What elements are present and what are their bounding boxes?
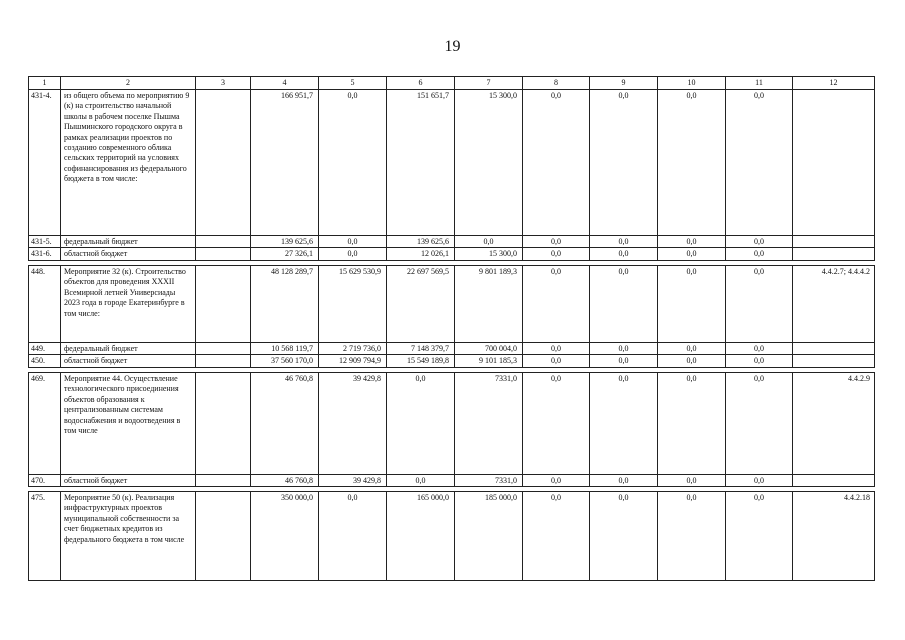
header-cell: 6	[387, 77, 455, 90]
row-name: федеральный бюджет	[61, 343, 196, 355]
cell-c4: 27 326,1	[251, 248, 319, 260]
header-cell: 7	[455, 77, 523, 90]
cell-c7: 15 300,0	[455, 248, 523, 260]
row-code: 431-5.	[29, 236, 61, 248]
cell-c5: 2 719 736,0	[319, 343, 387, 355]
header-cell: 12	[793, 77, 875, 90]
cell-c7: 9 801 189,3	[455, 266, 523, 343]
cell-c5: 12 909 794,9	[319, 355, 387, 367]
cell-c12	[793, 343, 875, 355]
cell-c9: 0,0	[590, 475, 658, 487]
cell-c5: 0,0	[319, 236, 387, 248]
cell-c4: 139 625,6	[251, 236, 319, 248]
table-header	[28, 76, 875, 90]
table-row	[29, 475, 875, 487]
table-row	[29, 492, 875, 581]
table-row	[29, 343, 875, 355]
header-cell: 8	[523, 77, 590, 90]
cell-c11: 0,0	[726, 266, 793, 343]
header-cell: 5	[319, 77, 387, 90]
cell-c5: 15 629 530,9	[319, 266, 387, 343]
cell-c10: 0,0	[658, 236, 726, 248]
cell-c9: 0,0	[590, 266, 658, 343]
cell-c4: 37 560 170,0	[251, 355, 319, 367]
cell-c9: 0,0	[590, 236, 658, 248]
cell-c7: 7331,0	[455, 373, 523, 475]
header-cell: 10	[658, 77, 726, 90]
cell-c12	[793, 248, 875, 260]
cell-c9: 0,0	[590, 373, 658, 475]
table-row	[29, 355, 875, 367]
cell-c8: 0,0	[523, 90, 590, 236]
row-name: Мероприятие 50 (к). Реализация инфраструктурных проектов муниципальной собственности за счет бюджетных кредитов из федерального бюджета в том числе	[61, 492, 196, 581]
row-name: областной бюджет	[61, 355, 196, 367]
cell-c3	[196, 266, 251, 343]
cell-c6: 0,0	[387, 373, 455, 475]
cell-c6: 22 697 569,5	[387, 266, 455, 343]
cell-c9: 0,0	[590, 248, 658, 260]
cell-c11: 0,0	[726, 236, 793, 248]
row-code: 449.	[29, 343, 61, 355]
row-code: 470.	[29, 475, 61, 487]
cell-c7: 15 300,0	[455, 90, 523, 236]
cell-c4: 46 760,8	[251, 475, 319, 487]
cell-c11: 0,0	[726, 343, 793, 355]
cell-c9: 0,0	[590, 90, 658, 236]
cell-c8: 0,0	[523, 355, 590, 367]
cell-c10: 0,0	[658, 373, 726, 475]
cell-c10: 0,0	[658, 248, 726, 260]
cell-c12: 4.4.2.18	[793, 492, 875, 581]
table-row	[29, 90, 875, 236]
row-name: Мероприятие 32 (к). Строительство объектов для проведения XXXII Всемирной летней Универсиады 2023 года в городе Екатеринбурге в том числе:	[61, 266, 196, 343]
cell-c7: 9 101 185,3	[455, 355, 523, 367]
cell-c12	[793, 236, 875, 248]
row-name: из общего объема по мероприятию 9 (к) на строительство начальной школы в рабочем поселке Пышма Пышминского городского округа в рамках реализации проектов по созданию современного облика сельских территорий на условиях софинансирования из федерального бюджета в том числе:	[61, 90, 196, 236]
cell-c8: 0,0	[523, 492, 590, 581]
cell-c10: 0,0	[658, 343, 726, 355]
page-number: 19	[444, 38, 461, 55]
cell-c12	[793, 475, 875, 487]
row-code: 448.	[29, 266, 61, 343]
cell-c3	[196, 248, 251, 260]
table-row	[29, 248, 875, 260]
cell-c4: 350 000,0	[251, 492, 319, 581]
cell-c9: 0,0	[590, 343, 658, 355]
cell-c7: 185 000,0	[455, 492, 523, 581]
cell-c10: 0,0	[658, 266, 726, 343]
cell-c8: 0,0	[523, 475, 590, 487]
cell-c4: 166 951,7	[251, 90, 319, 236]
cell-c12	[793, 90, 875, 236]
cell-c11: 0,0	[726, 475, 793, 487]
row-code: 431-4.	[29, 90, 61, 236]
cell-c4: 48 128 289,7	[251, 266, 319, 343]
cell-c6: 15 549 189,8	[387, 355, 455, 367]
cell-c5: 0,0	[319, 90, 387, 236]
header-cell: 1	[29, 77, 61, 90]
cell-c5: 0,0	[319, 248, 387, 260]
cell-c8: 0,0	[523, 236, 590, 248]
cell-c5: 39 429,8	[319, 475, 387, 487]
cell-c8: 0,0	[523, 373, 590, 475]
cell-c3	[196, 373, 251, 475]
row-name: федеральный бюджет	[61, 236, 196, 248]
cell-c6: 151 651,7	[387, 90, 455, 236]
cell-c3	[196, 90, 251, 236]
header-cell: 11	[726, 77, 793, 90]
table-block-1	[28, 89, 875, 261]
cell-c7: 7331,0	[455, 475, 523, 487]
row-name: Мероприятие 44. Осуществление технологического присоединения объектов образования к централизованным системам водоснабжения и водоотведения в том числе	[61, 373, 196, 475]
table-block-3	[28, 372, 875, 487]
header-row	[29, 77, 875, 90]
cell-c9: 0,0	[590, 355, 658, 367]
cell-c7: 700 004,0	[455, 343, 523, 355]
cell-c11: 0,0	[726, 90, 793, 236]
cell-c12	[793, 355, 875, 367]
row-code: 450.	[29, 355, 61, 367]
cell-c6: 165 000,0	[387, 492, 455, 581]
cell-c3	[196, 355, 251, 367]
cell-c10: 0,0	[658, 355, 726, 367]
row-code: 431-6.	[29, 248, 61, 260]
cell-c6: 7 148 379,7	[387, 343, 455, 355]
cell-c6: 139 625,6	[387, 236, 455, 248]
header-cell: 4	[251, 77, 319, 90]
cell-c5: 39 429,8	[319, 373, 387, 475]
row-name: областной бюджет	[61, 475, 196, 487]
cell-c12: 4.4.2.9	[793, 373, 875, 475]
cell-c10: 0,0	[658, 475, 726, 487]
cell-c11: 0,0	[726, 373, 793, 475]
cell-c5: 0,0	[319, 492, 387, 581]
cell-c3	[196, 475, 251, 487]
cell-c6: 12 026,1	[387, 248, 455, 260]
row-code: 475.	[29, 492, 61, 581]
cell-c8: 0,0	[523, 266, 590, 343]
cell-c11: 0,0	[726, 355, 793, 367]
cell-c10: 0,0	[658, 492, 726, 581]
row-code: 469.	[29, 373, 61, 475]
cell-c7: 0,0	[455, 236, 523, 248]
row-name: областной бюджет	[61, 248, 196, 260]
cell-c11: 0,0	[726, 248, 793, 260]
cell-c11: 0,0	[726, 492, 793, 581]
table-row	[29, 266, 875, 343]
cell-c3	[196, 343, 251, 355]
table-block-4	[28, 491, 875, 581]
header-cell: 2	[61, 77, 196, 90]
header-cell: 3	[196, 77, 251, 90]
cell-c8: 0,0	[523, 343, 590, 355]
cell-c9: 0,0	[590, 492, 658, 581]
cell-c3	[196, 492, 251, 581]
cell-c8: 0,0	[523, 248, 590, 260]
cell-c6: 0,0	[387, 475, 455, 487]
cell-c4: 46 760,8	[251, 373, 319, 475]
cell-c12: 4.4.2.7; 4.4.4.2	[793, 266, 875, 343]
cell-c3	[196, 236, 251, 248]
header-cell: 9	[590, 77, 658, 90]
table-block-2	[28, 265, 875, 368]
table-row	[29, 236, 875, 248]
cell-c10: 0,0	[658, 90, 726, 236]
cell-c4: 10 568 119,7	[251, 343, 319, 355]
table-row	[29, 373, 875, 475]
